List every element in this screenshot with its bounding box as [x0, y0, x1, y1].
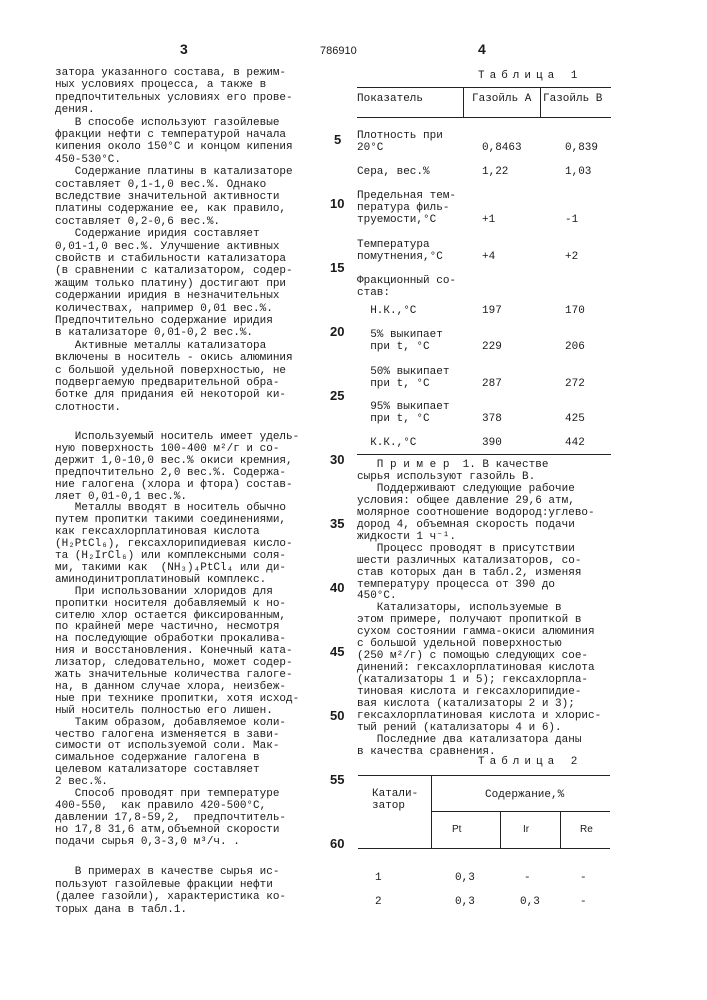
table-1-cell-gasoil-a: 197: [482, 305, 502, 317]
text-line: сителю хлор остается фиксированным,: [55, 610, 286, 622]
line-number: 20: [330, 326, 344, 338]
text-line: давлении 17,8-59,2, предпочтитель-: [55, 812, 286, 824]
text-line: Содержание платины в катализаторе: [55, 166, 293, 178]
text-line: 2 вес.%.: [55, 776, 108, 788]
table-1-row-label: Фракционный со-: [357, 275, 456, 287]
text-line: как гексахлорплатиновая кислота: [55, 526, 260, 538]
text-line: ние галогена (хлора и фтора) состав-: [55, 479, 293, 491]
text-line: молярное соотношение водород:углево-: [357, 507, 595, 519]
text-line: составляет 0,1-1,0 вес.%. Однако: [55, 179, 266, 191]
table-rule: [540, 87, 541, 117]
text-line: Металлы вводят в носитель обычно: [55, 502, 286, 514]
table-2-cell-re: -: [580, 872, 587, 884]
text-line: Способ проводят при температуре: [55, 788, 279, 800]
table-rule: [560, 811, 561, 848]
text-line: платины содержание ее, как правило,: [55, 203, 286, 215]
table-1-cell-gasoil-b: 0,839: [565, 142, 598, 154]
text-line: температуру процесса от 390 до: [357, 579, 555, 591]
text-line: но 17,8 31,6 атм,объемной скорости: [55, 824, 279, 836]
table-2-cell-catalyst: 2: [375, 896, 382, 908]
text-line: ляет 0,01-0,1 вес.%.: [55, 491, 187, 503]
table-rule: [358, 775, 610, 776]
text-line: сырья используют газойль В.: [357, 471, 535, 483]
table-rule: [431, 811, 610, 812]
table-1-row-label: помутнения,°С: [357, 251, 443, 263]
text-line: содержании иридия в незначительных: [55, 290, 279, 302]
page-number-left: 3: [180, 43, 188, 55]
text-line: путем пропитки такими соединениями,: [55, 514, 286, 526]
text-line: (далее газойли), характеристика ко-: [55, 891, 286, 903]
table-2-cell-pt: 0,3: [455, 896, 475, 908]
text-line: аминодинитроплатиновый комплекс.: [55, 574, 266, 586]
text-line: предпочтительно 2,0 вес.%. Содержа-: [55, 467, 286, 479]
text-line: 0,01-1,0 вес.%. Улучшение активных: [55, 241, 279, 253]
text-line: затора указанного состава, в режим-: [55, 67, 286, 79]
text-line: став которых дан в табл.2, изменяя: [357, 567, 581, 579]
table-rule: [500, 811, 501, 848]
text-line: При использовании хлоридов для: [55, 586, 273, 598]
table-1-caption: Таблица 1: [478, 70, 582, 82]
table-1-cell-gasoil-b: 206: [565, 341, 585, 353]
text-line: в катализаторе 0,01-0,2 вес.%.: [55, 327, 253, 339]
text-line: (250 м²/г) с помощью следующих сое-: [357, 650, 588, 662]
text-line: Последние два катализатора даны: [357, 734, 581, 746]
header-line: затор: [372, 800, 405, 812]
text-line: (в сравнении с катализатором, содер-: [55, 265, 293, 277]
text-line: жащим только платину) достигают при: [55, 278, 286, 290]
text-line: предпочтительных условиях его прове-: [55, 92, 293, 104]
table-1-row-label: став:: [357, 287, 390, 299]
table-1-row-label: пература филь-: [357, 202, 449, 214]
text-line: свойств и стабильности катализатора: [55, 253, 286, 265]
text-line: сухом состоянии гамма-окиси алюминия: [357, 626, 595, 638]
table-1-row-label: 95% выкипает: [357, 401, 449, 413]
text-line: в качества сравнения.: [357, 746, 496, 758]
text-line: лизатор, следовательно, может содер-: [55, 657, 293, 669]
table-2-header-catalyst: [372, 788, 418, 812]
table-2-cell-ir: -: [524, 872, 531, 884]
table-1-cell-gasoil-a: 1,22: [482, 166, 508, 178]
table-rule: [357, 87, 611, 88]
text-line: условия: общее давление 29,6 атм,: [357, 495, 575, 507]
table-1-cell-gasoil-b: 1,03: [565, 166, 591, 178]
text-line: ботке для придания ей некоторой ки-: [55, 389, 286, 401]
text-line: ния и восстановления. Конечный ката-: [55, 645, 293, 657]
text-line: включены в носитель - окись алюминия: [55, 352, 293, 364]
text-line: этом примере, получают пропиткой в: [357, 614, 581, 626]
text-line: жидкости 1 ч⁻¹.: [357, 531, 456, 543]
line-number: 30: [330, 454, 344, 466]
text-line: торых дана в табл.1.: [55, 904, 187, 916]
table-1-cell-gasoil-b: 442: [565, 437, 585, 449]
text-line: 450°С.: [357, 590, 397, 602]
text-line: Активные металлы катализатора: [55, 340, 266, 352]
table-1-cell-gasoil-b: 425: [565, 413, 585, 425]
patent-number: 786910: [320, 45, 357, 57]
text-line: Содержание иридия составляет: [55, 228, 260, 240]
table-1-row-label: 20°С: [357, 142, 383, 154]
table-1-row-label: Сера, вес.%: [357, 166, 430, 178]
text-line: Используемый носитель имеет удель-: [55, 431, 299, 443]
table-1-cell-gasoil-b: 272: [565, 378, 585, 390]
text-line: ные при технике пропитки, хотя исход-: [55, 693, 299, 705]
table-1-cell-gasoil-a: 390: [482, 437, 502, 449]
text-line: с большой удельной поверхностью, не: [55, 365, 286, 377]
text-line: (H₂PtCl₆), гексахлорипидиевая кисло-: [55, 538, 293, 550]
text-line: вая кислота (катализаторы 2 и 3);: [357, 698, 575, 710]
table-2-subheader-re: Re: [580, 824, 593, 836]
text-line: держит 1,0-10,0 вес.% окиси кремния,: [55, 455, 293, 467]
table-2-cell-pt: 0,3: [455, 872, 475, 884]
table-1-row-label: при t, °С: [357, 378, 430, 390]
table-1-cell-gasoil-b: -1: [565, 214, 578, 226]
text-line: Предпочтительно содержание иридия: [55, 315, 273, 327]
line-number: 5: [334, 134, 341, 146]
table-1-header-indicator: Показатель: [357, 93, 423, 105]
text-line: та (H₂IrCl₆) или комплексными соля-: [55, 550, 286, 562]
text-line: целевом катализаторе составляет: [55, 764, 260, 776]
table-1-cell-gasoil-a: +4: [482, 251, 495, 263]
line-number: 35: [330, 518, 344, 530]
line-number: 50: [330, 710, 344, 722]
table-1-row-label: при t, °С: [357, 341, 430, 353]
table-1-cell-gasoil-b: 170: [565, 305, 585, 317]
text-line: фракции нефти с температурой начала: [55, 129, 286, 141]
table-1-header-gasoil-a: Газойль А: [472, 93, 531, 105]
table-2-cell-re: -: [580, 896, 587, 908]
text-line: по крайней мере частично, несмотря: [55, 621, 279, 633]
table-2-cell-ir: 0,3: [520, 896, 540, 908]
text-line: Таким образом, добавляемое коли-: [55, 717, 286, 729]
table-1-row-label: Температура: [357, 239, 430, 251]
text-line: Катализаторы, используемые в: [357, 602, 562, 614]
text-line: ный носитель полностью его лишен.: [55, 705, 273, 717]
text-line: количествах, например 0,01 вес.%.: [55, 303, 273, 315]
table-1-row-label: Н.К.,°С: [357, 305, 416, 317]
table-1-cell-gasoil-a: 0,8463: [482, 142, 522, 154]
text-line: вследствие значительной активности: [55, 191, 279, 203]
text-line: тиновая кислота и гексахлорипидие-: [357, 686, 581, 698]
text-line: ную поверхность 100-400 м²/г и со-: [55, 443, 279, 455]
line-number: 15: [330, 262, 344, 274]
text-line: симальное содержание галогена в: [55, 752, 260, 764]
table-2-header-content: Содержание,%: [485, 789, 564, 801]
line-number: 10: [330, 198, 344, 210]
text-line: дения.: [55, 104, 95, 116]
line-number: 45: [330, 646, 344, 658]
text-line: дород 4, объемная скорость подачи: [357, 519, 575, 531]
text-line: 450-530°С.: [55, 154, 121, 166]
text-line: ных условиях процесса, а также в: [55, 79, 266, 91]
text-line: жать значительные количества галоге-: [55, 669, 293, 681]
table-1-cell-gasoil-a: 229: [482, 341, 502, 353]
line-number: 60: [330, 838, 344, 850]
text-line: на, в данном случае хлора, неизбеж-: [55, 681, 286, 693]
table-1-row-label: 50% выкипает: [357, 366, 449, 378]
table-rule: [358, 848, 610, 849]
text-line: подвергаемую предварительной обра-: [55, 377, 279, 389]
text-line: пропитки носителя добавляемый к но-: [55, 598, 286, 610]
table-1-row-label: труемости,°С: [357, 214, 436, 226]
text-line: слотности.: [55, 402, 121, 414]
text-line: симости от используемой соли. Мак-: [55, 740, 279, 752]
text-line: В способе используют газойлевые: [55, 117, 279, 129]
page-number-right: 4: [478, 43, 486, 55]
table-1-row-label: Предельная тем-: [357, 190, 456, 202]
table-1-header-gasoil-b: Газойль В: [543, 93, 602, 105]
text-line: гексахлорплатиновая кислота и хлорис-: [357, 710, 601, 722]
text-line: шести различных катализаторов, со-: [357, 555, 581, 567]
table-rule: [357, 454, 611, 455]
text-line: Процесс проводят в присутствии: [357, 543, 575, 555]
text-line: подачи сырья 0,3-3,0 м³/ч. .: [55, 836, 240, 848]
table-1-row-label: 5% выкипает: [357, 329, 443, 341]
table-2-subheader-pt: Pt: [452, 824, 461, 836]
line-number: 25: [330, 390, 344, 402]
table-1-row-label: при t, °С: [357, 413, 430, 425]
text-line: тый рений (катализаторы 4 и 6).: [357, 722, 562, 734]
table-1-row-label: К.К.,°С: [357, 437, 416, 449]
text-line: составляет 0,2-0,6 вес.%.: [55, 216, 220, 228]
table-2-subheader-ir: Ir: [523, 824, 529, 836]
table-1-cell-gasoil-b: +2: [565, 251, 578, 263]
text-line: Поддерживают следующие рабочие: [357, 483, 575, 495]
table-1-cell-gasoil-a: 378: [482, 413, 502, 425]
table-rule: [463, 87, 464, 117]
table-1-cell-gasoil-a: +1: [482, 214, 495, 226]
text-line: 400-550, как правило 420-500°С,: [55, 800, 266, 812]
text-line: ми, такими как (NH₃)₄PtCl₄ или ди-: [55, 562, 286, 574]
text-line: динений: гексахлорплатиновая кислота: [357, 662, 595, 674]
table-1-row-label: Плотность при: [357, 130, 443, 142]
table-rule: [357, 117, 611, 118]
text-line: П р и м е р 1. В качестве: [357, 459, 548, 471]
text-line: на последующие обработки прокалива-: [55, 633, 286, 645]
text-line: с большой удельной поверхностью: [357, 638, 562, 650]
line-number: 40: [330, 582, 344, 594]
header-line: Катали-: [372, 788, 418, 800]
table-1-cell-gasoil-a: 287: [482, 378, 502, 390]
text-line: В примерах в качестве сырья ис-: [55, 866, 279, 878]
text-line: (катализаторы 1 и 5); гексахлорпла-: [357, 674, 588, 686]
table-2-cell-catalyst: 1: [375, 872, 382, 884]
text-line: чество галогена изменяется в зави-: [55, 729, 279, 741]
text-line: кипения около 150°С и концом кипения: [55, 141, 293, 153]
line-number: 55: [330, 774, 344, 786]
text-line: пользуют газойлевые фракции нефти: [55, 879, 273, 891]
table-2-caption: Таблица 2: [478, 756, 582, 768]
